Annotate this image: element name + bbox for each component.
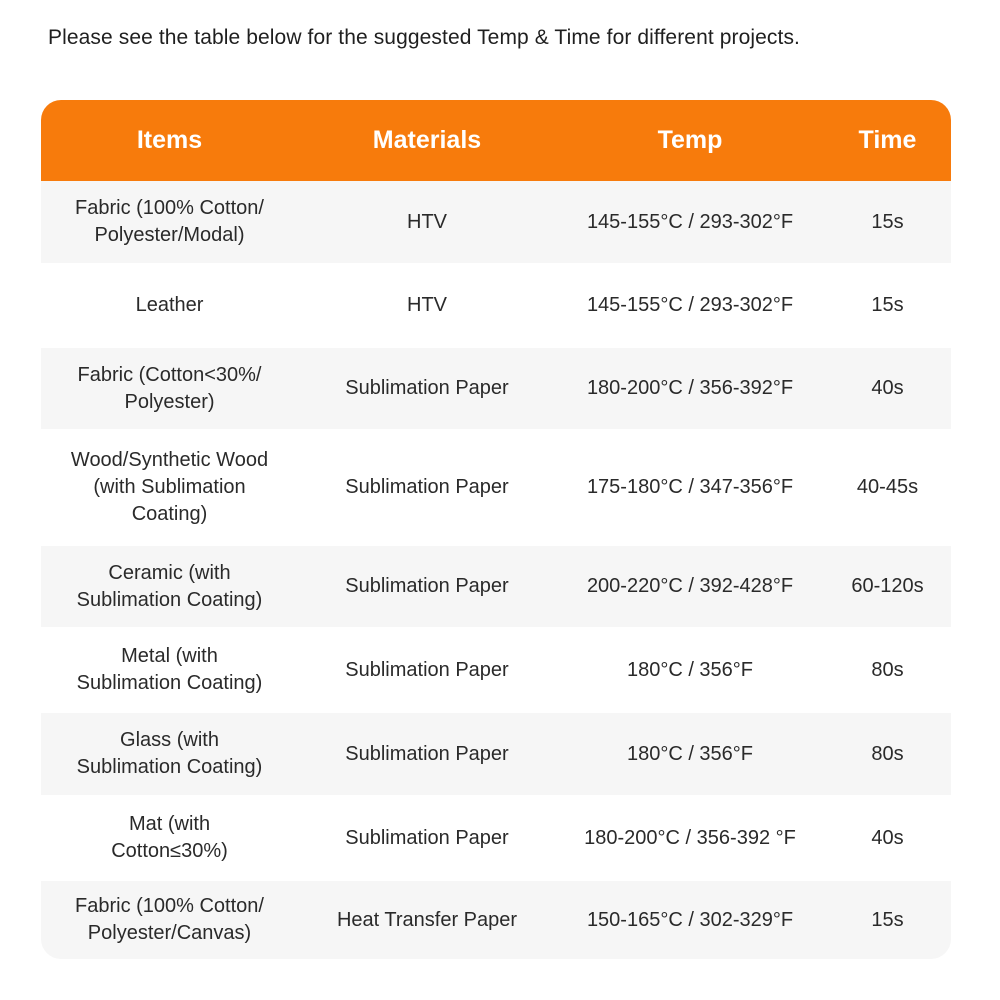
header-materials: Materials	[372, 126, 482, 154]
cell-time: 40s	[871, 826, 904, 849]
header-items: Items	[136, 126, 203, 154]
cell-temp: 145-155°C / 293-302°F	[586, 210, 794, 233]
table-row	[41, 713, 951, 795]
temp-time-table	[41, 100, 951, 959]
cell-temp: 175-180°C / 347-356°F	[586, 476, 794, 498]
table-row	[41, 263, 951, 348]
table-row	[41, 881, 951, 959]
cell-time: 15s	[871, 294, 904, 316]
cell-material: Sublimation Paper	[345, 742, 509, 765]
cell-time: 15s	[871, 908, 904, 931]
cell-time: 40s	[871, 377, 904, 399]
cell-item: Fabric (Cotton<30%/ Polyester)	[77, 363, 262, 413]
cell-temp: 180-200°C / 356-392 °F	[584, 826, 796, 849]
header-time: Time	[858, 126, 917, 154]
cell-material: Sublimation Paper	[345, 826, 509, 849]
table-header	[41, 100, 951, 181]
cell-time: 15s	[871, 210, 904, 233]
cell-temp: 180°C / 356°F	[626, 658, 754, 681]
cell-item: Ceramic (with Sublimation Coating)	[76, 561, 263, 611]
header-temp: Temp	[657, 126, 723, 154]
cell-time: 80s	[871, 658, 904, 681]
cell-item: Wood/Synthetic Wood (with Sublimation Coating)	[70, 449, 269, 525]
cell-material: HTV	[407, 210, 447, 233]
cell-material: HTV	[407, 294, 447, 316]
cell-temp: 150-165°C / 302-329°F	[586, 908, 794, 931]
table-row	[41, 546, 951, 627]
table-row	[41, 795, 951, 881]
cell-item: Mat (with Cotton≤30%)	[111, 813, 228, 862]
cell-time: 80s	[871, 742, 904, 765]
intro-text: Please see the table below for the suggested Temp & Time for different projects.	[48, 26, 800, 49]
table-row	[41, 181, 951, 263]
cell-item: Leather	[135, 294, 204, 316]
cell-temp: 200-220°C / 392-428°F	[586, 575, 794, 597]
table-row	[41, 429, 951, 546]
cell-material: Sublimation Paper	[345, 377, 509, 399]
cell-material: Sublimation Paper	[345, 658, 509, 681]
cell-time: 60-120s	[851, 575, 924, 597]
cell-temp: 180-200°C / 356-392°F	[586, 377, 794, 399]
cell-item: Metal (with Sublimation Coating)	[76, 645, 263, 694]
cell-time: 40-45s	[856, 476, 919, 498]
cell-item: Glass (with Sublimation Coating)	[76, 729, 263, 778]
cell-item: Fabric (100% Cotton/ Polyester/Modal)	[75, 197, 264, 246]
cell-material: Heat Transfer Paper	[336, 908, 518, 931]
cell-material: Sublimation Paper	[345, 575, 509, 597]
cell-material: Sublimation Paper	[345, 476, 509, 498]
cell-temp: 145-155°C / 293-302°F	[586, 294, 794, 316]
table-row	[41, 348, 951, 429]
cell-temp: 180°C / 356°F	[626, 742, 754, 765]
cell-item: Fabric (100% Cotton/ Polyester/Canvas)	[75, 895, 264, 944]
table-row	[41, 627, 951, 713]
